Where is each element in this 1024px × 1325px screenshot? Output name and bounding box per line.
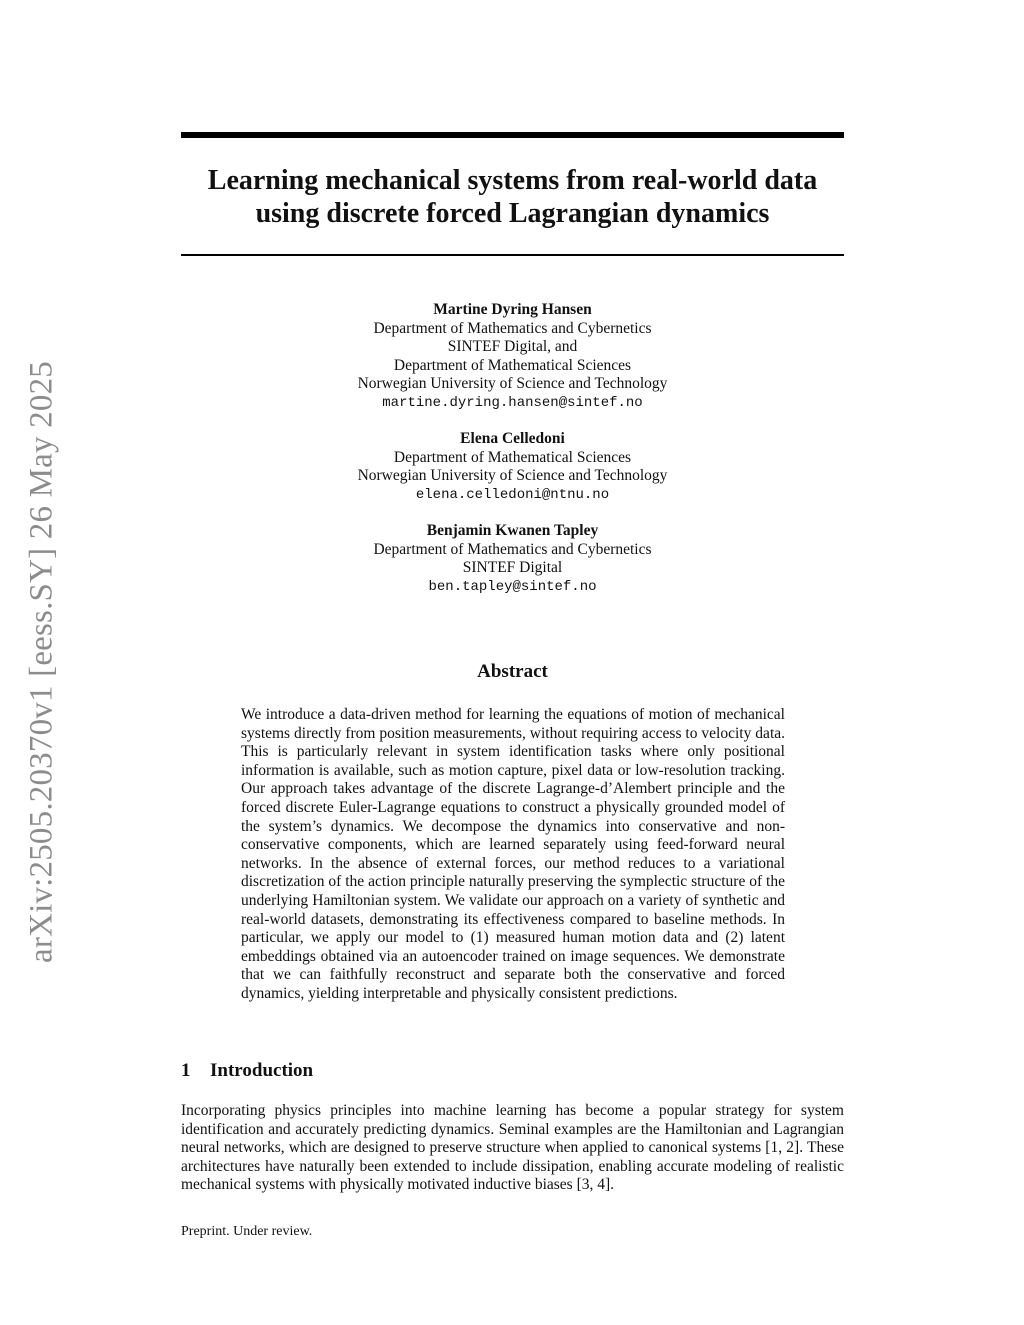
abstract-body: We introduce a data-driven method for learning the equations of motion of mechanical systems directly from position measurements, without requiring access to velocity data. This is particularly relevant in system identification tasks where only positional information is available, such as motion capture, pixel data or low-resolution tracking. Our approach takes advantage of the discrete Lagrange-d’Alembert principle and the forced discrete Euler-Lagrange equations to construct a physically grounded model of the system’s dynamics. We decompose the dynamics into conservative and non-conservative components, which are learned separately using feed-forward neural networks. In the absence of external forces, our method reduces to a variational discretization of the action principle naturally preserving the symplectic structure of the underlying Hamiltonian system. We validate our approach on a variety of synthetic and real-world datasets, demonstrating its effectiveness compared to baseline methods. In particular, we apply our model to (1) measured human motion data and (2) latent embeddings obtained via an autoencoder trained on image sequences. We demonstrate that we can faithfully reconstruct and separate both the conservative and forced dynamics, yielding interpretable and physically consistent predictions. <box>241 706 785 1002</box>
title-line-2: using discrete forced Lagrangian dynamics <box>255 198 770 229</box>
author-affiliation-line: SINTEF Digital, and <box>447 338 578 355</box>
author-block <box>181 301 844 412</box>
abstract-heading: Abstract <box>477 661 548 682</box>
title-bottom-rule <box>181 254 844 256</box>
author-email[interactable]: martine.dyring.hansen@sintef.no <box>382 394 643 411</box>
author-name: Benjamin Kwanen Tapley <box>426 522 599 539</box>
arxiv-identifier-stamp: arXiv:2505.20370v1 [eess.SY] 26 May 2025 <box>23 361 60 963</box>
section-heading-introduction <box>181 1060 313 1082</box>
author-affiliation-line: SINTEF Digital <box>462 559 563 576</box>
author-affiliation-line: Department of Mathematics and Cybernetics <box>373 540 652 558</box>
section-title: Introduction <box>210 1060 314 1081</box>
paper-title <box>181 164 844 230</box>
author-block <box>181 430 844 504</box>
author-affiliation-line: Department of Mathematical Sciences <box>393 448 632 466</box>
preprint-footer-note: Preprint. Under review. <box>181 1224 313 1239</box>
author-name: Elena Celledoni <box>460 430 565 447</box>
author-name: Martine Dyring Hansen <box>433 301 592 318</box>
author-affiliation-line: Norwegian University of Science and Technology <box>357 375 668 392</box>
title-top-rule <box>181 132 844 138</box>
author-block <box>181 522 844 596</box>
author-affiliation-line: Norwegian University of Science and Technology <box>357 467 668 484</box>
author-email[interactable]: elena.celledoni@ntnu.no <box>415 486 610 503</box>
author-list <box>181 301 844 614</box>
introduction-paragraph: Incorporating physics principles into machine learning has become a popular strategy for system identification and accurately predicting dynamics. Seminal examples are the Hamiltonian and Lagrangian neural networks, which are designed to preserve structure when applied to canonical systems [1, 2]. These architectures have naturally been extended to include dissipation, enabling accurate modeling of realistic mechanical systems with physically motivated inductive biases [3, 4]. <box>181 1102 844 1194</box>
title-line-1: Learning mechanical systems from real-world data <box>207 165 818 196</box>
author-affiliation-line: Department of Mathematical Sciences <box>393 356 632 374</box>
section-number: 1 <box>181 1060 191 1081</box>
author-affiliation-line: Department of Mathematics and Cybernetics <box>373 319 652 337</box>
author-email[interactable]: ben.tapley@sintef.no <box>428 578 597 595</box>
